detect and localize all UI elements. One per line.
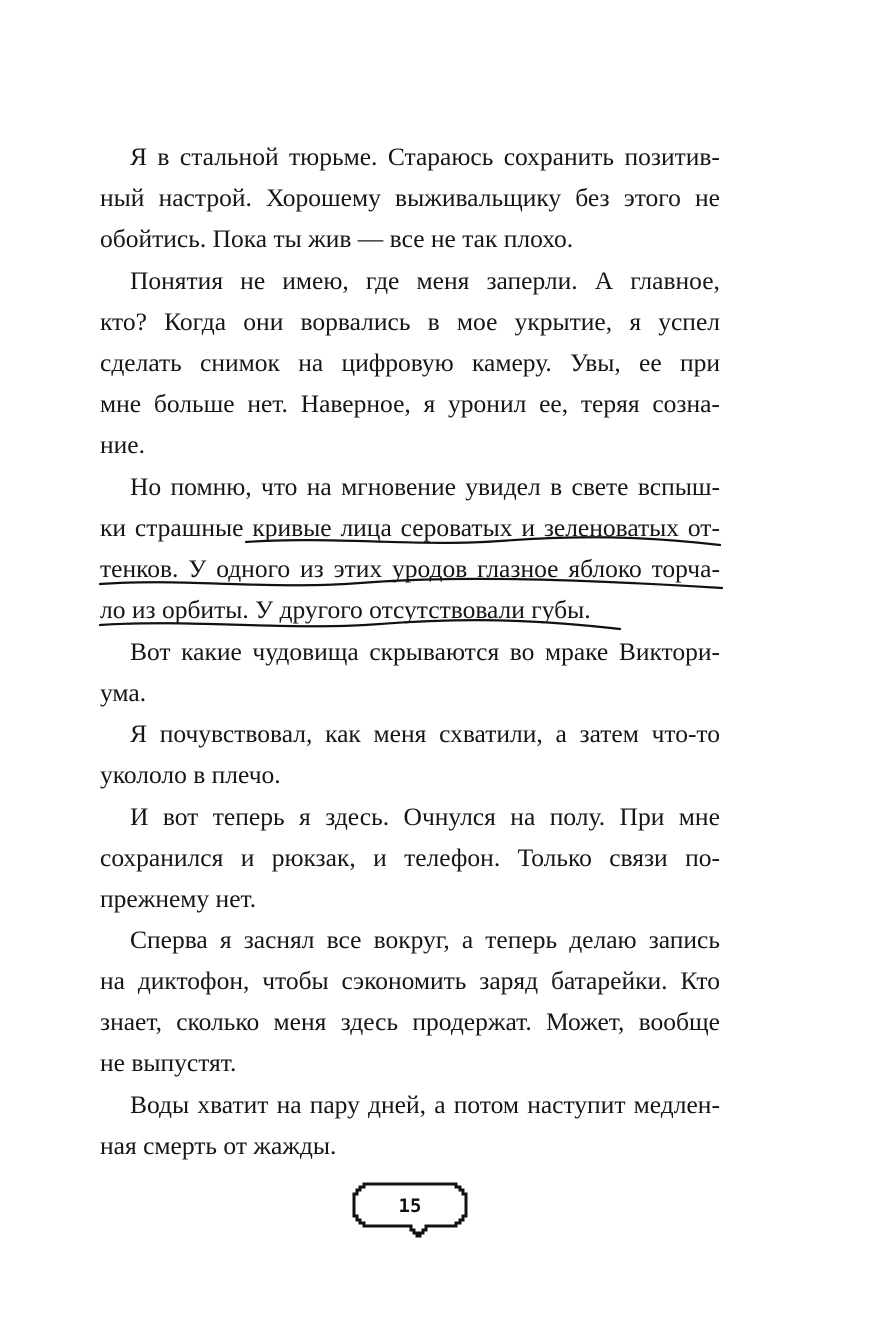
text-line: укололо в плечо. [100, 760, 281, 789]
word: А [594, 266, 614, 295]
word: Сперва [130, 925, 208, 954]
word: меня [373, 719, 427, 748]
word: этих [333, 554, 383, 583]
word: дней, [368, 1090, 427, 1119]
word: Только [517, 843, 592, 872]
word: запись [648, 925, 720, 954]
text-line: не выпустят. [100, 1048, 237, 1077]
word: торча- [651, 554, 720, 583]
word: свете [571, 472, 629, 501]
word: а [434, 1090, 446, 1119]
word: сколько [176, 1007, 260, 1036]
word: без [575, 183, 610, 212]
word: позитив- [624, 142, 720, 171]
word: кто? [100, 307, 147, 336]
word: батарейки. [550, 966, 668, 995]
word: я [219, 925, 232, 954]
word: уронил [448, 389, 527, 418]
word: как [325, 719, 361, 748]
text-line [130, 920, 720, 960]
word: Может, [546, 1007, 625, 1036]
word: Воды [130, 1090, 190, 1119]
word: стальной [179, 142, 279, 171]
word: от- [687, 513, 720, 542]
word: и [373, 843, 387, 872]
word: схватили, [439, 719, 543, 748]
text-line: обойтись. Пока ты жив — все не так плохо. [100, 224, 574, 253]
word: что-то [651, 719, 720, 748]
word: чтобы [262, 966, 329, 995]
word: больше [153, 389, 235, 418]
word: уродов [392, 554, 468, 583]
text-line-underlined: ло из орбиты. У другого отсутствовали губы. [100, 595, 591, 624]
word: а [461, 925, 474, 954]
word: Когда [164, 307, 227, 336]
text-line: ная смерть от жажды. [100, 1131, 337, 1160]
word: ворвались [300, 307, 411, 336]
word: они [243, 307, 284, 336]
word: заснял [243, 925, 315, 954]
word: мраке [544, 637, 609, 666]
word: тюрьме. [289, 142, 378, 171]
page-number-badge [350, 1178, 470, 1244]
word: Но [130, 472, 162, 501]
word: а [555, 719, 567, 748]
word: имею, [282, 266, 349, 295]
word: лица [340, 513, 392, 542]
word: пару [309, 1090, 360, 1119]
word: делаю [569, 925, 637, 954]
word: Очнулся [403, 802, 496, 831]
word: зеленоватых [543, 513, 680, 542]
word: потом [453, 1090, 519, 1119]
word: медлен- [633, 1090, 720, 1119]
word: из [300, 554, 324, 583]
word: кривые [252, 513, 332, 542]
text-line [100, 384, 720, 424]
text-line-underlined [100, 549, 720, 589]
text-line [130, 261, 720, 301]
word: сероватых [400, 513, 513, 542]
page-number: 15 [398, 1195, 422, 1217]
word: Стараюсь [387, 142, 494, 171]
word: выживальщику [395, 183, 562, 212]
word: помню, [170, 472, 252, 501]
word: наступит [527, 1090, 626, 1119]
word: увидел [465, 472, 541, 501]
word: меня [273, 1007, 327, 1036]
word: не [240, 266, 266, 295]
word: успел [658, 307, 720, 336]
word: хватит [197, 1090, 269, 1119]
word: и [240, 843, 255, 872]
word: вспыш- [637, 472, 720, 501]
word: при [679, 348, 720, 377]
word: я [423, 389, 436, 418]
word: телефон. [404, 843, 501, 872]
word: ее [639, 348, 662, 377]
word: сохранить [503, 142, 615, 171]
word: Понятия [130, 266, 224, 295]
word: теперь [212, 802, 285, 831]
word: рюкзак, [271, 843, 356, 872]
text-line [100, 178, 720, 218]
word: я [629, 307, 642, 336]
text-line [130, 797, 720, 837]
word: скрываются [369, 637, 500, 666]
text-line [130, 467, 720, 507]
word: камеру. [472, 348, 552, 377]
word: в [427, 307, 440, 336]
word: какие [181, 637, 242, 666]
word: мне [678, 802, 720, 831]
word: сохранился [100, 843, 224, 872]
word: вокруг, [373, 925, 450, 954]
word: чудовища [252, 637, 359, 666]
word: яблоко [568, 554, 642, 583]
word: в [550, 472, 563, 501]
word: Наверное, [300, 389, 411, 418]
text-line [100, 1002, 720, 1042]
text-line [130, 714, 720, 754]
text-line [130, 1085, 720, 1125]
word: мгновение [341, 472, 456, 501]
word: теряя [580, 389, 640, 418]
word: теперь [485, 925, 558, 954]
word: главное, [630, 266, 720, 295]
word: и [521, 513, 535, 542]
word: полу. [549, 802, 606, 831]
text-line [100, 302, 720, 342]
word: страшные [134, 513, 244, 542]
text-line [100, 961, 720, 1001]
word: знает, [100, 1007, 162, 1036]
word: меня [416, 266, 470, 295]
word: Кто [680, 966, 720, 995]
word: Я [130, 719, 148, 748]
word: не [694, 183, 720, 212]
word: вообще [638, 1007, 720, 1036]
word: здесь [340, 1007, 399, 1036]
word: созна- [652, 389, 720, 418]
text-line [130, 137, 720, 177]
text-line: прежнему нет. [100, 884, 257, 913]
word: Я [130, 142, 148, 171]
word: почувствовал, [159, 719, 313, 748]
word: связи [609, 843, 668, 872]
word: ее, [539, 389, 569, 418]
word: продержат. [412, 1007, 532, 1036]
word: тенков. [100, 554, 179, 583]
text-line [130, 632, 720, 672]
text-line [100, 838, 720, 878]
word: заряд [479, 966, 539, 995]
text-line: ума. [100, 678, 147, 707]
word: в [157, 142, 170, 171]
word: цифровую [341, 348, 454, 377]
word: И [130, 802, 149, 831]
word: снимок [200, 348, 280, 377]
word: затем [579, 719, 639, 748]
word: ки [100, 513, 127, 542]
word: диктофон, [137, 966, 250, 995]
word: на [306, 472, 332, 501]
word: я [299, 802, 311, 831]
word: на [298, 348, 324, 377]
word: на [276, 1090, 302, 1119]
word: где [365, 266, 400, 295]
word: Вот [130, 637, 171, 666]
word: здесь. [325, 802, 390, 831]
word: У [188, 554, 207, 583]
word: на [510, 802, 536, 831]
word: нет. [247, 389, 288, 418]
word: Увы, [570, 348, 621, 377]
word: одного [216, 554, 291, 583]
word: по- [685, 843, 720, 872]
word: сэкономить [341, 966, 467, 995]
word: настрой. [158, 183, 252, 212]
word: мое [456, 307, 498, 336]
word: сделать [100, 348, 182, 377]
text-line: ние. [100, 430, 145, 459]
word: этого [623, 183, 681, 212]
word: на [100, 966, 125, 995]
text-line [100, 343, 720, 383]
word: все [326, 925, 362, 954]
word: что [261, 472, 298, 501]
word: Хорошему [265, 183, 381, 212]
word: во [509, 637, 535, 666]
word: Виктори- [618, 637, 720, 666]
word: ный [100, 183, 145, 212]
word: укрытие, [514, 307, 613, 336]
text-line-underlined [100, 508, 720, 548]
word: мне [100, 389, 142, 418]
word: вот [162, 802, 199, 831]
word: глазное [477, 554, 559, 583]
word: заперли. [486, 266, 578, 295]
word: При [619, 802, 665, 831]
